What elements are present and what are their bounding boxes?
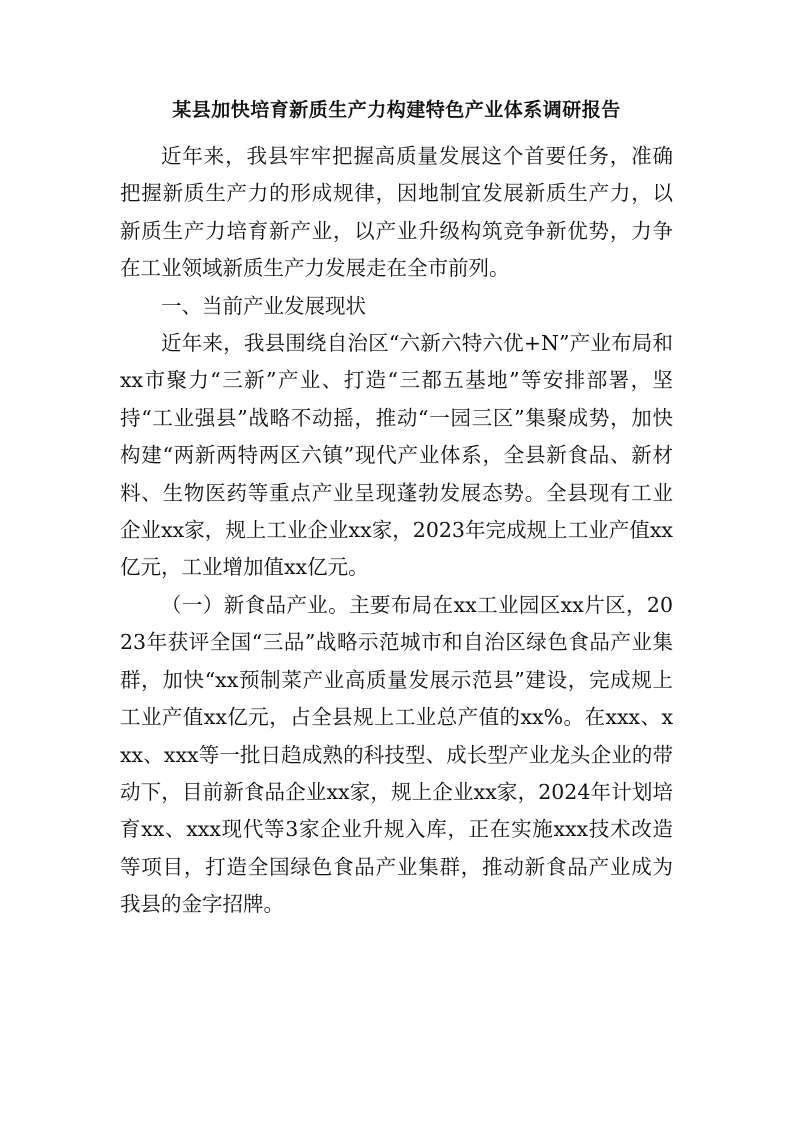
intro-paragraph: 近年来，我县牢牢把握高质量发展这个首要任务，准确把握新质生产力的形成规律，因地制宜发展新质生产力，以新质生产力培育新产业，以产业升级构筑竞争新优势，力争在工业领域新质生产力发展走在全市前列。 [120, 144, 673, 281]
subsection-paragraph: （一）新食品产业。主要布局在xx工业园区xx片区，2023年获评全国“三品”战略示范城市和自治区绿色食品产业集群，加快“xx预制菜产业高质量发展示范县”建设，完成规上工业产值xx亿元，占全县规上工业总产值的xx%。在xxx、xxx、xxx等一批日趋成熟的科技型、成长型产业龙头企业的带动下，目前新食品企业xx家，规上企业xx家，2024年计划培育xx、xxx现代等3家企业升规入库，正在实施xxx技术改造等项目，打造全国绿色食品产业集群，推动新食品产业成为我县的金字招牌。 [120, 592, 673, 917]
document-title: 某县加快培育新质生产力构建特色产业体系调研报告 [172, 99, 621, 121]
section-paragraph: 近年来，我县围绕自治区“六新六特六优+N”产业布局和xx市聚力“三新”产业、打造“三都五基地”等安排部署，坚持“工业强县”战略不动摇，推动“一园三区”集聚成势，加快构建“两新两特两区六镇”现代产业体系，全县新食品、新材料、生物医药等重点产业呈现蓬勃发展态势。全县现有工业企业xx家，规上工业企业xx家，2023年完成规上工业产值xx亿元，工业增加值xx亿元。 [120, 331, 673, 580]
document-body [120, 138, 673, 924]
section-heading: 一、当前产业发展现状 [161, 293, 366, 318]
